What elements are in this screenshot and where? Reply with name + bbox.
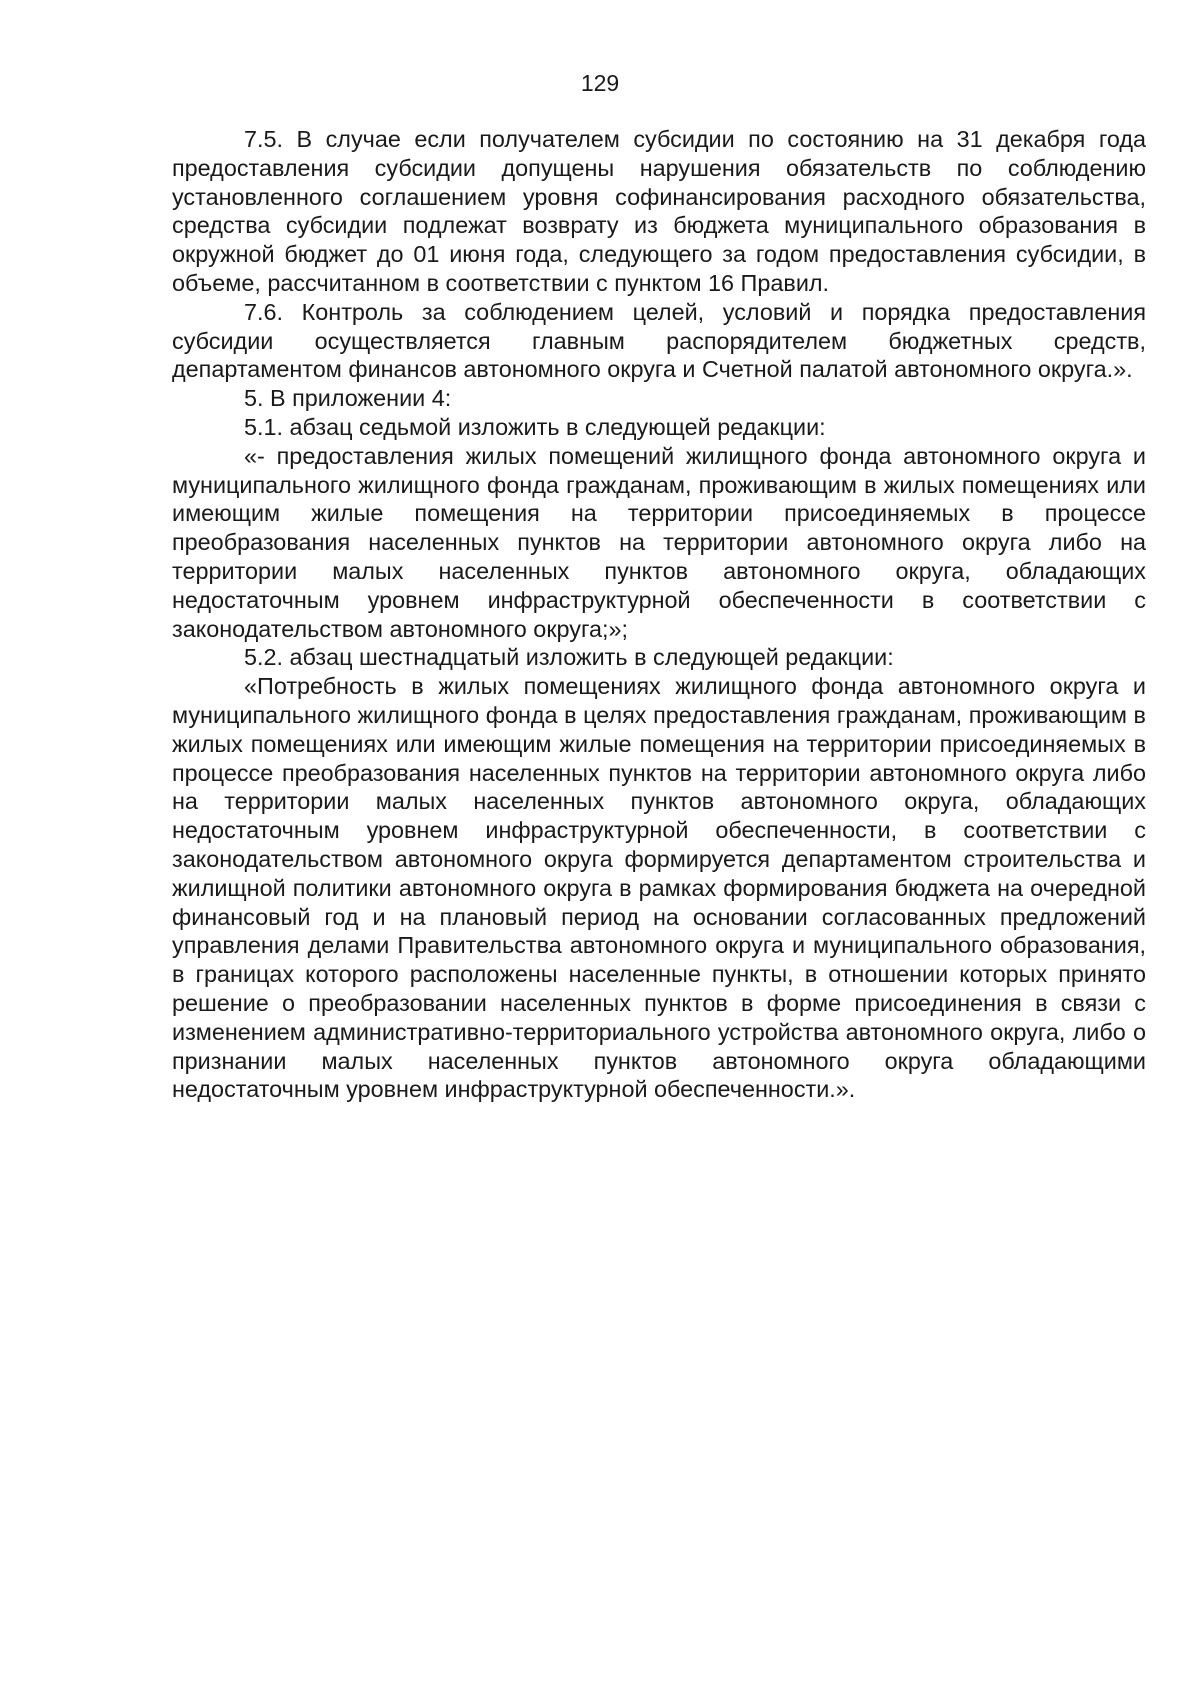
paragraph-5-2: 5.2. абзац шестнадцатый изложить в следующей редакции:: [244, 644, 894, 671]
paragraph-7-6: 7.6. Контроль за соблюдением целей, условий и порядка предоставления субсидии осуществляется главным распорядителем бюджетных средств, департаментом финансов автономного округа и Счетной палатой автономного округа.».: [172, 298, 1146, 383]
paragraph-quote-seventh: «- предоставления жилых помещений жилищного фонда автономного округа и муниципального жилищного фонда гражданам, проживающим в жилых помещениях или имеющим жилые помещения на территории присоединяемых в процессе преобразования населенных пунктов на территории автономного округа либо на территории малых населенных пунктов автономного округа, обладающих недостаточным уровнем инфраструктурной обеспеченности в соответствии с законодательством автономного округа;»;: [172, 442, 1146, 642]
paragraph-5: 5. В приложении 4:: [244, 385, 452, 412]
paragraph-7-5: 7.5. В случае если получателем субсидии по состоянию на 31 декабря года предоставления субсидии допущены нарушения обязательств по соблюдению установленного соглашением уровня софинансирования расходного обязательства, средства субсидии подлежат возврату из бюджета муниципального образования в окружной бюджет до 01 июня года, следующего за годом предоставления субсидии, в объеме, рассчитанном в соответствии с пунктом 16 Правил.: [172, 126, 1146, 296]
document-body: [172, 125, 1146, 1104]
paragraph-quote-sixteenth: «Потребность в жилых помещениях жилищного фонда автономного округа и муниципального жилищного фонда в целях предоставления гражданам, проживающим в жилых помещениях или имеющим жилые помещения на территории присоединяемых в процессе преобразования населенных пунктов на территории автономного округа либо на территории малых населенных пунктов автономного округа, обладающих недостаточным уровнем инфраструктурной обеспеченности, в соответствии с законодательством автономного округа формируется департаментом строительства и жилищной политики автономного округа в рамках формирования бюджета на очередной финансовый год и на плановый период на основании согласованных предложений управления делами Правительства автономного округа и муниципального образования, в границах которого расположены населенные пункты, в отношении которых принято решение о преобразовании населенных пунктов в форме присоединения в связи с изменением административно-территориального устройства автономного округа, либо о признании малых населенных пунктов автономного округа обладающими недостаточным уровнем инфраструктурной обеспеченности.».: [172, 673, 1146, 1103]
page-number: 129: [580, 70, 620, 96]
paragraph-5-1: 5.1. абзац седьмой изложить в следующей редакции:: [244, 413, 826, 440]
